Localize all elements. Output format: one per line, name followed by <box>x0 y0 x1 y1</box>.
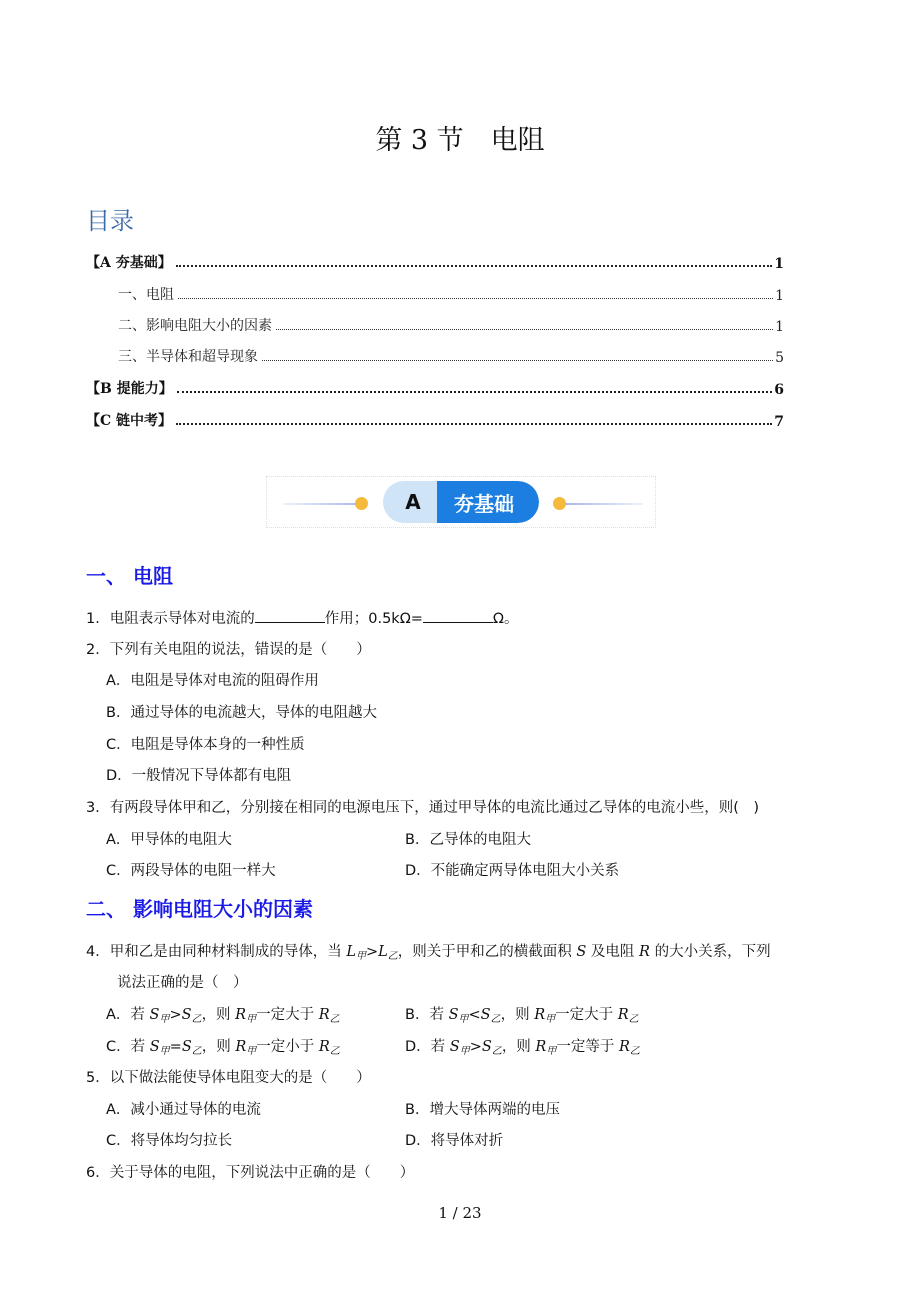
toc-page: 7 <box>774 414 784 430</box>
question-text: 作用；0.5kΩ= <box>324 611 423 627</box>
subscript: 乙 <box>491 1046 502 1057</box>
question-number: 5． <box>86 1070 110 1086</box>
toc-entry[interactable] <box>118 344 784 366</box>
toc-label: 【A 夯基础】 <box>86 255 172 271</box>
toc-leader <box>176 265 773 267</box>
answer-blank[interactable] <box>423 608 493 623</box>
answer-blank[interactable] <box>255 608 325 623</box>
option-a[interactable]: A．减小通过导体的电流 <box>106 1102 261 1118</box>
question-5 <box>86 1066 371 1087</box>
section-heading: 二、 影响电阻大小的因素 <box>86 897 313 921</box>
subscript: 甲 <box>546 1046 557 1057</box>
operator: > <box>169 1007 182 1023</box>
question-2 <box>86 638 371 659</box>
subscript: 甲 <box>246 1014 257 1025</box>
option-text: C．若 <box>106 1039 150 1055</box>
question-number: 2． <box>86 642 110 658</box>
question-text: 有两段导体甲和乙，分别接在相同的电源电压下，通过甲导体的电流比通过乙导体的电流小些，则( ) <box>109 800 760 816</box>
question-text: 关于导体的电阻，下列说法中正确的是（ ） <box>109 1165 415 1181</box>
toc-leader <box>276 329 773 330</box>
question-6 <box>86 1161 414 1182</box>
toc-leader <box>176 423 772 425</box>
toc-label: 二、影响电阻大小的因素 <box>118 318 272 334</box>
subscript: 乙 <box>329 1014 340 1025</box>
var-l: L <box>346 944 356 960</box>
toc-entry[interactable] <box>118 282 784 304</box>
subscript: 甲 <box>458 1014 469 1025</box>
toc-page: 5 <box>775 350 784 366</box>
option-text: 一定大于 <box>555 1007 618 1023</box>
subscript: 甲 <box>545 1014 556 1025</box>
option-b[interactable]: B．增大导体两端的电压 <box>405 1102 560 1118</box>
option-c[interactable] <box>106 1035 340 1057</box>
question-number: 3． <box>86 800 110 816</box>
option-a[interactable] <box>106 1003 340 1025</box>
toc-leader <box>178 298 773 299</box>
option-b[interactable]: B．通过导体的电流越大，导体的电阻越大 <box>106 705 377 721</box>
var-r: R <box>618 1039 630 1055</box>
var-r: R <box>534 1007 546 1023</box>
toc-leader <box>177 391 773 393</box>
var-r: R <box>235 1039 247 1055</box>
var-l: L <box>378 944 388 960</box>
var-r: R <box>535 1039 547 1055</box>
subscript: 乙 <box>191 1014 202 1025</box>
question-text: 甲和乙是由同种材料制成的导体，当 <box>109 944 347 960</box>
subscript: 甲 <box>459 1046 470 1057</box>
question-text: 下列有关电阻的说法，错误的是（ ） <box>109 642 371 658</box>
question-1 <box>86 607 519 628</box>
toc-entry[interactable] <box>118 313 784 335</box>
option-text: A．若 <box>106 1007 150 1023</box>
question-number: 6． <box>86 1165 110 1181</box>
subscript: 甲 <box>159 1046 170 1057</box>
banner-pill <box>383 481 539 523</box>
option-c[interactable]: C．将导体均匀拉长 <box>106 1133 233 1149</box>
var-r: R <box>318 1007 330 1023</box>
subscript: 甲 <box>246 1046 257 1057</box>
toc-entry[interactable] <box>86 408 784 430</box>
toc-page: 1 <box>775 288 784 304</box>
var-s: S <box>181 1007 192 1023</box>
section-banner <box>266 476 656 528</box>
option-text: 一定大于 <box>256 1007 319 1023</box>
toc-entry[interactable] <box>86 376 784 398</box>
var-r: R <box>318 1039 330 1055</box>
question-3 <box>86 796 759 817</box>
subscript: 甲 <box>355 951 366 962</box>
toc-label: 【B 提能力】 <box>86 381 173 397</box>
banner-dot-left <box>355 497 368 510</box>
question-text: ，则关于甲和乙的横截面积 <box>397 944 577 960</box>
toc-page: 1 <box>774 256 784 272</box>
banner-letter: A <box>383 481 437 523</box>
var-s: S <box>149 1007 160 1023</box>
subscript: 乙 <box>629 1046 640 1057</box>
option-text: ，则 <box>500 1007 535 1023</box>
var-s: S <box>481 1039 492 1055</box>
option-a[interactable]: A．甲导体的电阻大 <box>106 832 232 848</box>
option-text: ，则 <box>501 1039 536 1055</box>
operator: < <box>468 1007 481 1023</box>
toc-leader <box>262 360 773 361</box>
question-4 <box>86 940 771 962</box>
subscript: 乙 <box>490 1014 501 1025</box>
var-r: R <box>235 1007 247 1023</box>
option-text: D．若 <box>405 1039 450 1055</box>
toc-label: 【C 链中考】 <box>86 413 173 429</box>
subscript: 乙 <box>387 951 398 962</box>
var-r: R <box>617 1007 629 1023</box>
option-d[interactable]: D．不能确定两导体电阻大小关系 <box>405 863 620 879</box>
question-text: Ω。 <box>492 611 519 627</box>
operator: > <box>365 944 379 960</box>
var-s: S <box>448 1007 459 1023</box>
toc-page: 6 <box>774 382 784 398</box>
var-s: S <box>449 1039 460 1055</box>
banner-line-left <box>283 503 361 505</box>
toc-label: 一、电阻 <box>118 287 174 303</box>
subscript: 乙 <box>329 1046 340 1057</box>
question-4-line2: 说法正确的是（ ） <box>117 975 248 991</box>
banner-line-right <box>565 503 643 505</box>
option-a[interactable]: A．电阻是导体对电流的阻碍作用 <box>106 673 319 689</box>
option-text: B．若 <box>405 1007 449 1023</box>
toc-label: 三、半导体和超导现象 <box>118 349 258 365</box>
var-s: S <box>480 1007 491 1023</box>
option-d[interactable]: D．一般情况下导体都有电阻 <box>106 768 292 784</box>
option-c[interactable]: C．电阻是导体本身的一种性质 <box>106 737 305 753</box>
toc-heading: 目录 <box>86 207 134 235</box>
subscript: 甲 <box>159 1014 170 1025</box>
page-number: 1 / 23 <box>438 1204 482 1222</box>
page-title: 第 3 节 电阻 <box>375 125 545 156</box>
option-d[interactable] <box>405 1035 640 1057</box>
banner-text: 夯基础 <box>437 481 539 523</box>
question-text: 以下做法能使导体电阻变大的是（ ） <box>109 1070 371 1086</box>
subscript: 乙 <box>191 1046 202 1057</box>
option-d[interactable]: D．将导体对折 <box>405 1133 504 1149</box>
option-text: 一定等于 <box>556 1039 619 1055</box>
question-text: 及电阻 <box>586 944 640 960</box>
toc-page: 1 <box>775 319 784 335</box>
operator: > <box>469 1039 482 1055</box>
var-s: S <box>149 1039 160 1055</box>
option-b[interactable] <box>405 1003 639 1025</box>
option-b[interactable]: B．乙导体的电阻大 <box>405 832 531 848</box>
var-s: S <box>576 944 587 960</box>
operator: = <box>169 1039 182 1055</box>
option-text: ，则 <box>201 1039 236 1055</box>
section-heading: 一、 电阻 <box>86 564 173 588</box>
toc-entry[interactable] <box>86 250 784 272</box>
subscript: 乙 <box>628 1014 639 1025</box>
question-number: 1． <box>86 611 110 627</box>
option-c[interactable]: C．两段导体的电阻一样大 <box>106 863 276 879</box>
option-text: ，则 <box>201 1007 236 1023</box>
option-text: 一定小于 <box>256 1039 319 1055</box>
var-s: S <box>181 1039 192 1055</box>
question-number: 4． <box>86 944 110 960</box>
var-r: R <box>639 944 650 960</box>
question-text: 的大小关系，下列 <box>649 944 771 960</box>
question-text: 电阻表示导体对电流的 <box>109 611 255 627</box>
